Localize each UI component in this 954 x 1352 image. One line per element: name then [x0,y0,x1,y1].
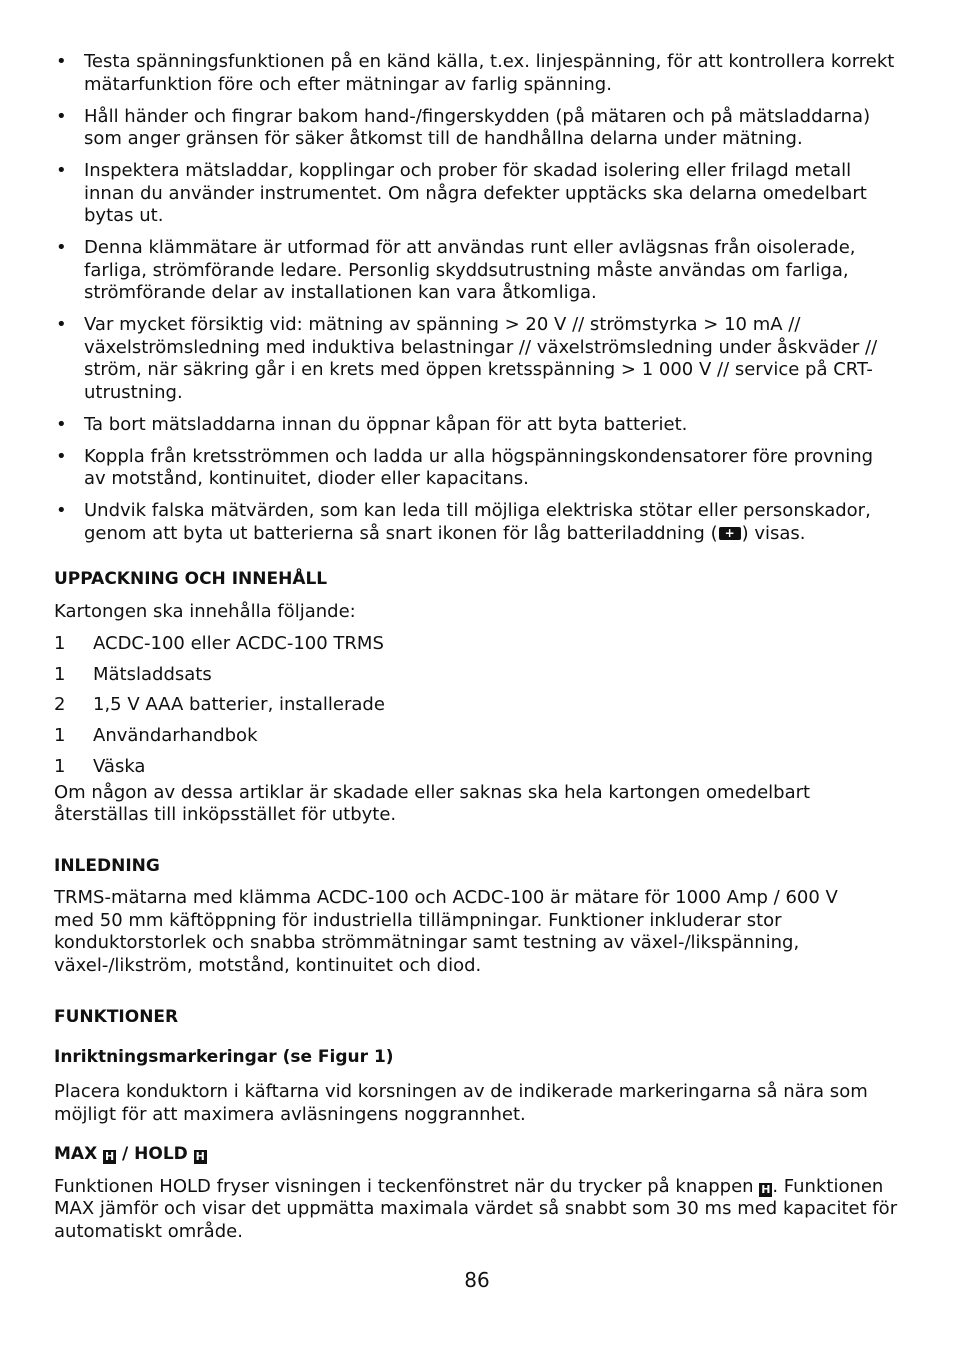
intro-text: TRMS-mätarna med klämma ACDC-100 och ACDC-100 är mätare för 1000 Amp / 600 V med 50 mm käftöppning för industriella tillämpningar. Funktioner inkluderar stor konduktorstorlek och snabba strömmätningar samt testning av växel-/likspänning, växel-/likström, motstånd, kontinuitet och diod. [54,887,838,976]
bullet-item: • Var mycket försiktig vid: mätning av spänning > 20 V // strömstyrka > 10 mA // växelströmsledning med induktiva belastningar // växelströmsledning under åskväder // ström, när säkring går i en krets med öppen kretsspänning > 1 000 V // service på CRT-utrustning. [56,314,878,403]
hold-h-icon: H [195,1150,205,1164]
bullet-item: • Denna klämmätare är utformad för att användas runt eller avlägsnas från oisolerade, farliga, strömförande ledare. Personlig skyddsutrustning måste användas om farliga, strömförande delar av installationen kan vara åtkomliga. [56,237,856,303]
page-number: 86 [464,1268,490,1292]
unpacking-heading: UPPACKNING OCH INNEHÅLL [54,569,328,589]
alignment-heading: Inriktningsmarkeringar (se Figur 1) [54,1046,394,1067]
list-item: 1 ACDC-100 eller ACDC-100 TRMS [54,633,384,654]
list-item: 1 Mätsladdsats [54,663,212,685]
low-battery-icon [719,527,741,540]
alignment-text: Placera konduktorn i käftarna vid korsningen av de indikerade markeringarna så nära som möjligt för att maximera avläsningens noggrannhet. [54,1081,868,1125]
bullet-item: • Håll händer och fingrar bakom hand-/fingerskydden (på mätaren och på mätsladdarna) som anger gränsen för säker åtkomst till de handhållna delarna under mätning. [56,105,871,149]
bullet-item: • Inspektera mätsladdar, kopplingar och prober för skadad isolering eller frilagd metall innan du använder instrumentet. Om några defekter upptäcks ska delarna omedelbart bytas ut. [56,160,867,226]
bullet-text: Ta bort mätsladdarna innan du öppnar kåpan för att byta batteriet. [84,413,688,435]
bullet-item: • Testa spänningsfunktionen på en känd källa, t.ex. linjespänning, för att kontrollera korrekt mätarfunktion före och efter mätningar av farlig spänning. [56,51,895,95]
hold-text: Funktionen HOLD fryser visningen i teckenfönstret när du trycker på knappen H . Funktionen MAX jämför och visar det uppmätta maximala värdet så snabbt som 30 ms med kapacitet för automatiskt område. [54,1175,898,1242]
hold-h-icon: H [105,1150,115,1164]
bullet-item: • Undvik falska mätvärden, som kan leda till möjliga elektriska stötar eller personskador, genom att byta ut batterierna så snart ikonen för låg batteriladdning (+ ) visas. [54,500,900,545]
intro-heading: INLEDNING [54,855,160,876]
manual-page [54,51,900,1243]
functions-heading: FUNKTIONER [54,1007,179,1028]
bullet-text: Koppla från kretsströmmen och ladda ur alla högspänningskondensatorer före provning av motstånd, kontinuitet, dioder eller kapacitans. [84,445,874,489]
list-item: 1 Väska [54,755,146,777]
bullet-text: Testa spänningsfunktionen på en känd källa, t.ex. linjespänning, för att kontrollera korrekt mätarfunktion före och efter mätningar av farlig spänning. [84,51,895,95]
bullet-text: Denna klämmätare är utformad för att användas runt eller avlägsnas från oisolerade, farliga, strömförande ledare. Personlig skyddsutrustning måste användas om farliga, strömförande delar av installationen kan vara åtkomliga. [84,237,856,303]
contents-list [54,633,900,782]
bullet-item: • Koppla från kretsströmmen och ladda ur alla högspänningskondensatorer före provning av motstånd, kontinuitet, dioder eller kapacitans. [56,445,874,489]
bullet-text: Inspektera mätsladdar, kopplingar och prober för skadad isolering eller frilagd metall innan du använder instrumentet. Om några defekter upptäcks ska delarna omedelbart bytas ut. [84,160,867,226]
bullet-text: Undvik falska mätvärden, som kan leda till möjliga elektriska stötar eller personskador, genom att byta ut batterierna så snart ikonen för låg batteriladdning (+ ) visas. [84,500,871,544]
unpacking-intro: Kartongen ska innehålla följande: [54,600,356,622]
hold-button-icon: H [761,1182,771,1196]
safety-bullet-list [54,51,900,545]
bullet-text: Var mycket försiktig vid: mätning av spänning > 20 V // strömstyrka > 10 mA // växelströmsledning med induktiva belastningar // växelströmsledning under åskväder // ström, när säkring går i en krets med öppen kretsspänning > 1 000 V // service på CRT-utrustning. [84,314,878,403]
bullet-item: • Ta bort mätsladdarna innan du öppnar kåpan för att byta batteriet. [56,413,688,435]
bullet-text: Håll händer och fingrar bakom hand-/fingerskydden (på mätaren och på mätsladdarna) som anger gränsen för säker åtkomst till de handhållna delarna under mätning. [84,105,871,149]
list-item: 2 1,5 V AAA batterier, installerade [54,694,385,716]
list-item: 1 Användarhandbok [54,725,258,747]
max-hold-heading: MAX H / HOLD H [54,1144,205,1165]
unpacking-note: Om någon av dessa artiklar är skadade eller saknas ska hela kartongen omedelbart återställas till inköpsstället för utbyte. [54,781,811,826]
